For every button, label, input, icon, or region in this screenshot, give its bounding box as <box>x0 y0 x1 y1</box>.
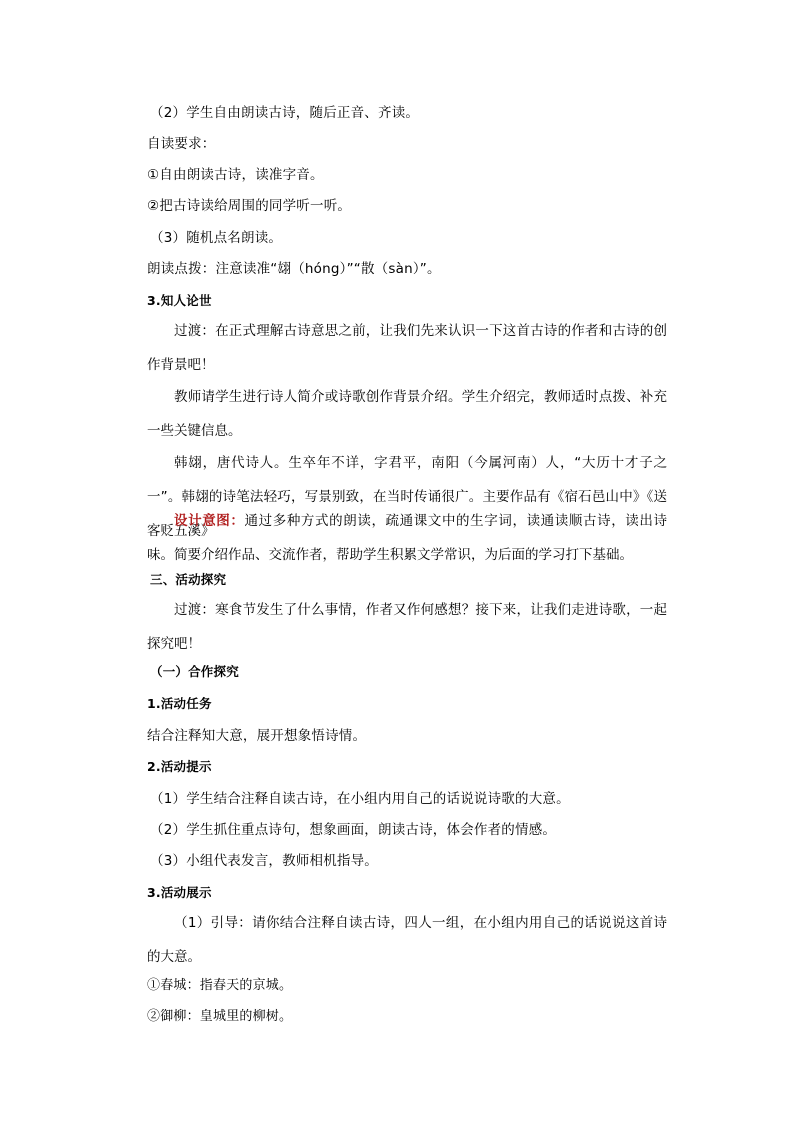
paragraph: 韩翃，唐代诗人。生卒年不详，字君平，南阳（今属河南）人，“大历十才子之一”。韩翃的诗笔法轻巧，写景别致，在当时传诵很广。主要作品有《宿石邑山中》《送客贬五溪》 <box>147 455 667 539</box>
design-intent-paragraph <box>147 504 667 572</box>
text-line: （1）学生结合注释自读古诗，在小组内用自己的话说说诗歌的大意。 <box>150 791 570 807</box>
paragraph: 过渡：寒食节发生了什么事情，作者又作何感想？接下来，让我们走进诗歌，一起探究吧！ <box>147 602 667 652</box>
paragraph: （1）引导：请你结合注释自读古诗，四人一组，在小组内用自己的话说说这首诗的大意。 <box>147 915 667 965</box>
subsection-heading: 1.活动任务 <box>147 696 212 711</box>
design-intent-label: 设计意图： <box>174 513 245 529</box>
text-line: 结合注释知大意，展开想象悟诗情。 <box>147 728 367 744</box>
text-line: ②御柳：皇城里的柳树。 <box>147 1009 293 1024</box>
subsection-heading: 2.活动提示 <box>147 759 212 774</box>
text-line: （2）学生自由朗读古诗，随后正音、齐读。 <box>150 105 420 121</box>
paragraph: 过渡：在正式理解古诗意思之前，让我们先来认识一下这首古诗的作者和古诗的创作背景吧！ <box>147 323 667 373</box>
section-heading: 3.知人论世 <box>147 293 212 308</box>
text-line: （3）小组代表发言，教师相机指导。 <box>150 853 378 869</box>
text-line: ②把古诗读给周围的同学听一听。 <box>147 198 352 214</box>
paragraph: 教师请学生进行诗人简介或诗歌创作背景介绍。学生介绍完，教师适时点拨、补充一些关键信息。 <box>147 389 667 439</box>
text-line: （3）随机点名朗读。 <box>150 230 283 246</box>
text-line: ①春城：指春天的京城。 <box>147 978 293 993</box>
subsection-heading: （一）合作探究 <box>150 664 239 679</box>
subsection-heading: 3.活动展示 <box>147 885 212 900</box>
design-intent-text: 通过多种方式的朗读，疏通课文中的生字词，读通读顺古诗，读出诗味。简要介绍作品、交流作者，帮助学生积累文学常识，为后面的学习打下基础。 <box>147 513 668 563</box>
text-line: （2）学生抓住重点诗句，想象画面，朗读古诗，体会作者的情感。 <box>150 822 557 838</box>
section-heading: 三、活动探究 <box>150 572 227 587</box>
text-line: 朗读点拨：注意读准“翃（hóng）”“散（sàn）”。 <box>147 261 441 277</box>
text-line: ①自由朗读古诗，读准字音。 <box>147 167 324 183</box>
text-line: 自读要求： <box>147 136 216 152</box>
